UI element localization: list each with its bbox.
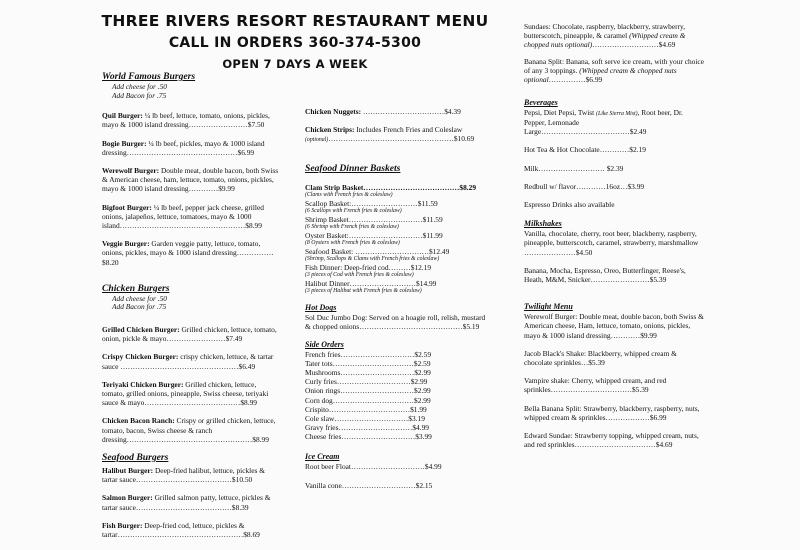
section-title-chicken-burgers: Chicken Burgers	[102, 282, 170, 294]
menu-item-grilled-chicken-burger: Grilled Chicken Burger: Grilled chicken, lettuce, tomato, onion, pickle & mayo……………………$7.49	[102, 325, 277, 344]
menu-item-milkshakes-specialty: Banana, Mocha, Espresso, Oreo, Butterfinger, Reese's, Heath, M&M, Snicker……………………$5.39	[524, 265, 686, 285]
list-item: Corn dog……………………………$2.99	[305, 395, 431, 405]
menu-column-3	[524, 22, 705, 449]
section-title-hot-dogs: Hot Dogs	[305, 303, 337, 313]
menu-item-oyster-basket: Oyster Basket:…………………………$11.99	[305, 231, 443, 241]
fish-dinner-note: (3 pieces of Cod with French fries & coleslaw)	[305, 272, 414, 279]
halibut-dinner-note: (3 pieces of Halibut with French fries & coleslaw)	[305, 288, 422, 295]
menu-item-jumbo-dog: Sol Duc Jumbo Dog: Served on a hoagie roll, relish, mustard & chopped onions……………………………………$5.19	[305, 313, 486, 332]
section-title-ice-cream: Ice Cream	[305, 451, 340, 461]
section-title-side-orders: Side Orders	[305, 339, 344, 349]
section-title-seafood-baskets: Seafood Dinner Baskets	[305, 163, 401, 175]
menu-item-quil-burger: Quil Burger: ¼ lb beef, lettuce, tomato, onions, pickles, mayo & 1000 island dressing……………………$7.50	[102, 111, 270, 130]
menu-item-milkshakes-regular: Vanilla, chocolate, cherry, root beer, blackberry, raspberry, pineapple, butterscotch, caramel, strawberry, marshmallow …………………$4.50	[524, 229, 699, 257]
list-item: Mushrooms…………………………$2.99	[305, 368, 431, 378]
list-item: Gravy fries…………………………$4.99	[305, 423, 429, 433]
list-item: Crispito……………………………$1.99	[305, 404, 427, 414]
espresso-note: Espresso Drinks also available	[524, 200, 615, 210]
menu-item-fish-burger: Fish Burger: Deep-fried cod, lettuce, pickles & tartar……………………………………………$8.69	[102, 520, 260, 540]
menu-item-teriyaki-chicken-burger: Teriyaki Chicken Burger: Grilled chicken, lettuce, tomato, grilled onions, pineapple, Swiss cheese, teriyaki sauce & mayo…………………………………$8.99	[102, 379, 269, 408]
menu-title: THREE RIVERS RESORT RESTAURANT MENU	[101, 12, 489, 30]
menu-item-large-soda: Large………………………………$2.49	[524, 127, 647, 137]
shrimp-basket-note: (6 Shrimp with French fries & coleslaw)	[305, 224, 399, 231]
menu-item-shrimp-basket: Shrimp Basket…………………………$11.59	[305, 215, 443, 225]
menu-item-twilight-werewolf: Werewolf Burger: Double meat, double bacon, both Swiss & American cheese, Ham, lettuce, tomato, onions, pickles, mayo & 1000 island dressing…………$9.99	[524, 312, 704, 340]
menu-item-banana-split: Banana Split: Banana, soft serve ice cream, with your choice of any 3 toppings. (Whipped cream & chopped nuts optional……………$6.99	[524, 56, 704, 85]
section-title-beverages: Beverages	[524, 98, 558, 108]
menu-item-chicken-strips: Chicken Strips: Includes French Fries and Coleslaw (optional)……………………………………………$10.69	[305, 125, 475, 144]
basket-list	[305, 183, 486, 295]
menu-item-werewolf-burger: Werewolf Burger: Double meat, double bacon, both Swiss & American cheese, ham, lettuce, tomato, onions, pickles, mayo & 1000 island dressing…………$9.99	[102, 166, 279, 194]
menu-item-bogie-burger: Bogie Burger: ¼ lb beef, pickles, mayo & 1000 island dressing………………………………………$6.99	[102, 138, 265, 157]
list-item: Onion rings…………………………$2.99	[305, 386, 431, 396]
menu-item-chicken-nuggets: Chicken Nuggets: ……………………………$4.39	[305, 107, 461, 116]
menu-item-seafood-basket: Seafood Basket: …………………………$12.49	[305, 247, 450, 257]
menu-item-fish-dinner: Fish Dinner: Deep-fried cod………$12.19	[305, 263, 432, 273]
menu-item-clam-basket: Clam Strip Basket…………………………………$8.29	[305, 183, 477, 193]
menu-item-vampire-shake: Vampire shake: Cherry, whipped cream, and red sprinkles……………………………$5.39	[524, 376, 667, 395]
menu-item-hot-tea: Hot Tea & Hot Chocolate…………$2.19	[524, 145, 646, 155]
section-title-burgers: World Famous Burgers	[102, 71, 196, 82]
chicken-note-cheese: Add cheese for .50	[112, 293, 168, 303]
chicken-note-bacon: Add Bacon for .75	[112, 302, 167, 312]
menu-column-2	[305, 107, 486, 490]
side-orders-list	[305, 350, 486, 442]
menu-item-halibut-dinner: Halibut Dinner………………………$14.99	[305, 279, 437, 289]
list-item: Cole slaw…………………………$3.19	[305, 414, 425, 424]
menu-item-root-beer-float: Root beer Float…………………………$4.99	[305, 461, 442, 471]
menu-item-veggie-burger: Veggie Burger: Garden veggie patty, lettuce, tomato, onions, pickles, mayo & 1000 island dressing……………$8.20	[102, 239, 274, 267]
burgers-note-cheese: Add cheese for .50	[112, 82, 168, 91]
call-in-orders: CALL IN ORDERS 360-374-5300	[168, 35, 422, 51]
scallop-basket-note: (6 Scallops with French fries & coleslaw)	[305, 208, 402, 215]
menu-item-bella-split: Bella Banana Split: Strawberry, blackberry, raspberry, nuts, whipped cream & sprinkles………………$6.99	[524, 403, 700, 422]
menu-item-sodas: Pepsi, Diet Pepsi, Twist (Like Sierra Mist), Root beer, Dr. Pepper, Lemonade	[524, 108, 683, 128]
seafood-basket-note: (Shrimp, Scallops & Clams with French fries & coleslaw)	[305, 256, 440, 263]
menu-item-sundaes: Sundaes: Chocolate, raspberry, blackberry, strawberry, butterscotch, pineapple, & caramel (Whipped cream & chopped nuts optional)………………………$4.69	[524, 22, 686, 50]
menu-item-bigfoot-burger: Bigfoot Burger: ¼ lb beef, pepper jack cheese, grilled onions, jalapeños, lettuce, tomatoes, mayo & 1000 island……………………………………………$8.99	[102, 202, 264, 231]
menu-item-milk: Milk……………………… $2.39	[524, 163, 624, 173]
menu-item-halibut-burger: Halibut Burger: Deep-fried halibut, lettuce, pickles & tartar sauce…………………………………$10.50	[102, 466, 265, 485]
menu-item-chicken-bacon-ranch: Chicken Bacon Ranch: Crispy or grilled chicken, lettuce, tomato, bacon, Swiss cheese & ranch dressing……………………………………………$8.99	[102, 416, 276, 444]
menu-item-jacob-shake: Jacob Black's Shake: Blackberry, whipped cream & chocolate sprinkles…$5.39	[524, 348, 677, 368]
open-hours: OPEN 7 DAYS A WEEK	[222, 57, 368, 71]
section-title-milkshakes: Milkshakes	[524, 219, 562, 229]
menu-item-edward-sundae: Edward Sundae: Strawberry topping, whipped cream, nuts, and red sprinkles……………………………$4.69	[524, 431, 699, 450]
oyster-basket-note: (8 Oysters with French fries & coleslaw)	[305, 240, 400, 247]
section-title-twilight-menu: Twilight Menu	[524, 302, 573, 312]
menu-item-vanilla-cone: Vanilla cone…………………………$2.15	[305, 480, 433, 490]
menu-item-salmon-burger: Salmon Burger: Grilled salmon patty, lettuce, pickles & tartar sauce…………………………………$8.39	[102, 493, 271, 512]
menu-item-crispy-chicken-burger: Crispy Chicken Burger: crispy chicken, lettuce, & tartar sauce …………………………………………$6.49	[102, 352, 274, 371]
list-item: Tater tots……………………………$2.59	[305, 358, 431, 368]
list-item: French fries…………………………$2.59	[305, 349, 432, 359]
burgers-note-bacon: Add Bacon for .75	[112, 90, 167, 100]
menu-item-redbull: Redbull w/ flavor…………16oz…$3.99	[524, 181, 645, 191]
menu-header	[95, 12, 495, 72]
menu-column-1	[102, 71, 280, 539]
clam-basket-note: (Clams with French fries & coleslaw)	[305, 192, 393, 199]
menu-item-scallop-basket: Scallop Basket:………………………$11.59	[305, 199, 438, 209]
section-title-seafood-burgers: Seafood Burgers	[102, 452, 169, 464]
list-item: Curly fries…………………………$2.99	[305, 377, 428, 387]
list-item: Cheese fries…………………………$3.99	[305, 432, 432, 442]
